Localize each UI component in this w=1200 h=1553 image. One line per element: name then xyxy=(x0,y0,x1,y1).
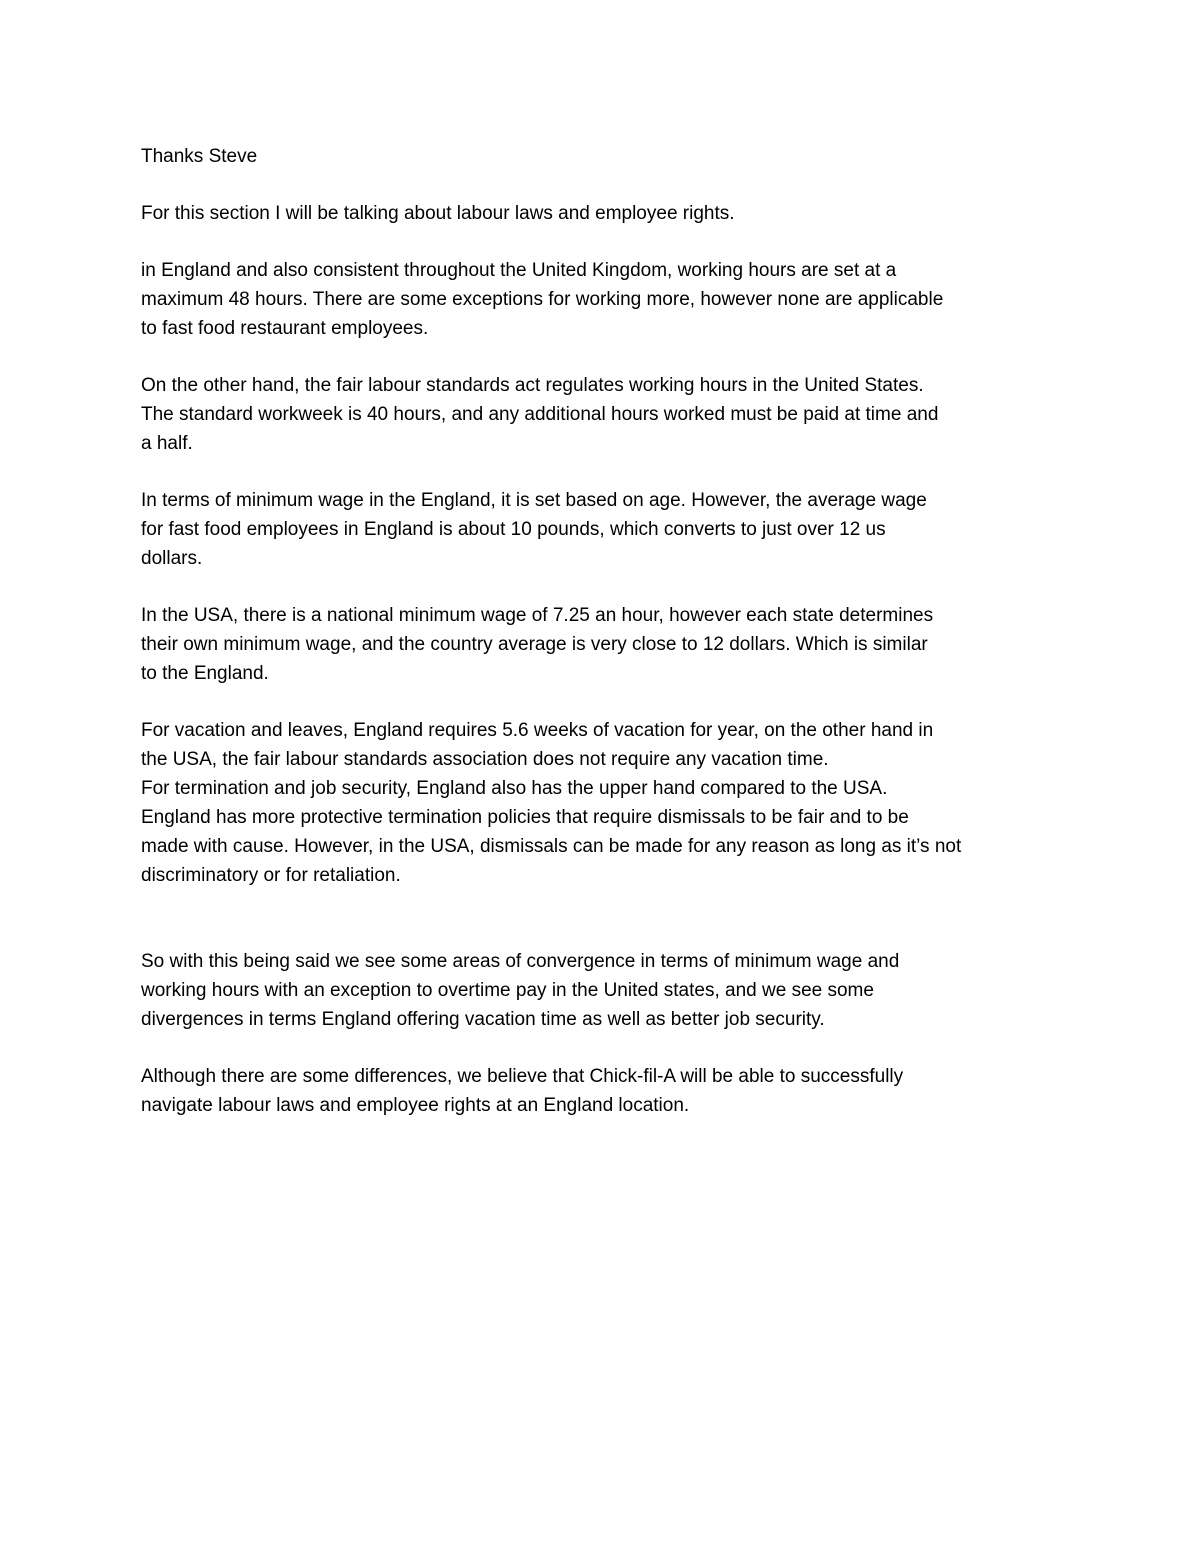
vacation-paragraph: For vacation and leaves, England requires 5.6 weeks of vacation for year, on the other hand in the USA, the fair labour standards association does not require any vacation time. xyxy=(141,720,934,770)
uk-minimum-wage-paragraph: In terms of minimum wage in the England, it is set based on age. However, the average wage for fast food employees in England is about 10 pounds, which converts to just over 12 us dollars. xyxy=(141,490,927,569)
us-minimum-wage-paragraph: In the USA, there is a national minimum wage of 7.25 an hour, however each state determines their own minimum wage, and the country average is very close to 12 dollars. Which is similar to the England. xyxy=(141,605,934,684)
closing-paragraph: Although there are some differences, we believe that Chick-fil-A will be able to successfully navigate labour laws and employee rights at an England location. xyxy=(141,1066,904,1116)
termination-paragraph: For termination and job security, England also has the upper hand compared to the USA. England has more protective termination policies that require dismissals to be fair and to be made with cause. However, in the USA, dismissals can be made for any reason as long as it’s not discriminatory or for retaliation. xyxy=(141,778,962,886)
intro-paragraph: For this section I will be talking about labour laws and employee rights. xyxy=(141,203,735,224)
greeting-paragraph: Thanks Steve xyxy=(141,146,258,167)
conclusion-paragraph: So with this being said we see some areas of convergence in terms of minimum wage and working hours with an exception to overtime pay in the United states, and we see some divergences in terms England offering vacation time as well as better job security. xyxy=(141,951,900,1030)
document-body xyxy=(141,142,1076,1148)
us-working-hours-paragraph: On the other hand, the fair labour standards act regulates working hours in the United States. The standard workweek is 40 hours, and any additional hours worked must be paid at time and a half. xyxy=(141,375,939,454)
uk-working-hours-paragraph: in England and also consistent throughout the United Kingdom, working hours are set at a maximum 48 hours. There are some exceptions for working more, however none are applicable to fast food restaurant employees. xyxy=(141,260,944,339)
blank-lines xyxy=(141,890,1076,947)
